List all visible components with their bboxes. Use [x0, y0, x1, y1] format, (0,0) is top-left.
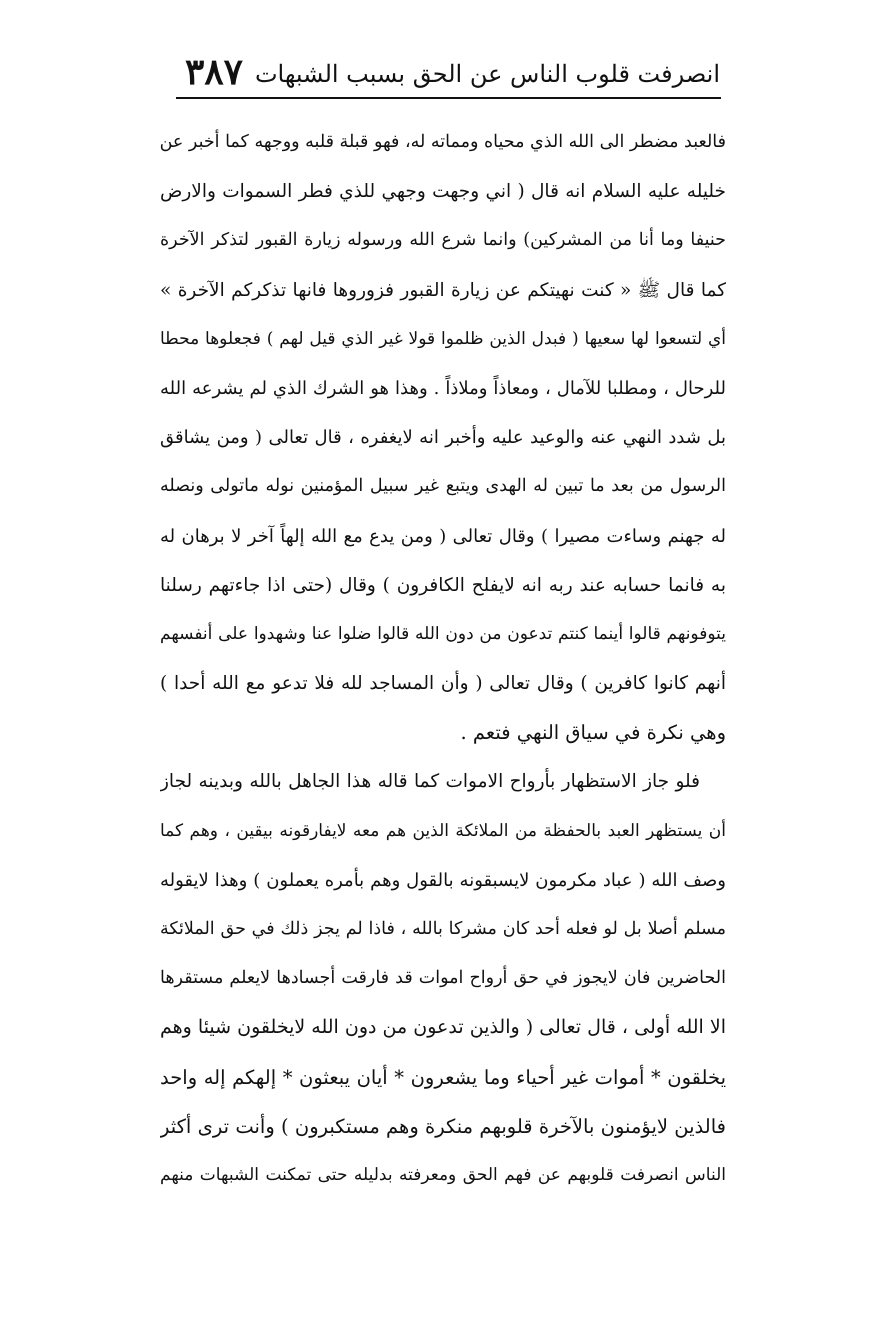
text-line: به فانما حسابه عند ربه انه لايفلح الكافرون ) وقال (حتى اذا جاءتهم رسلنا: [160, 574, 726, 596]
text-line: للرحال ، ومطلبا للآمال ، ومعاذاً وملاذاً . وهذا هو الشرك الذي لم يشرعه الله: [160, 377, 726, 399]
paragraph-end-line: وهي نكرة في سياق النهي فتعم .: [460, 721, 726, 745]
text-line: الحاضرين فان لايجوز في حق أرواح اموات قد فارقت أجسادها لايعلم مستقرها: [160, 968, 726, 989]
text-line: أن يستظهر العبد بالحفظة من الملائكة الذين هم معه لايفارقونه بيقين ، وهم كما: [160, 820, 726, 841]
text-line: له جهنم وساءت مصيرا ) وقال تعالى ( ومن يدع مع الله إلهاً آخر لا برهان له: [160, 525, 726, 547]
body-text: [160, 118, 726, 1200]
text-line: بل شدد النهي عنه والوعيد عليه وأخبر انه لايغفره ، قال تعالى ( ومن يشاقق: [160, 427, 726, 449]
text-line: خليله عليه السلام انه قال ( اني وجهت وجهي للذي فطر السموات والارض: [160, 181, 726, 203]
header-rule: [176, 97, 721, 99]
text-line: الا الله أولى ، قال تعالى ( والذين تدعون من دون الله لايخلقون شيئا وهم: [160, 1016, 726, 1039]
text-line: الرسول من بعد ما تبين له الهدى ويتبع غير سبيل المؤمنين نوله ماتولى ونصله: [160, 476, 726, 497]
text-line: كما قال ﷺ « كنت نهيتكم عن زيارة القبور فزوروها فانها تذكركم الآخرة »: [160, 279, 726, 301]
text-line: يتوفونهم قالوا أينما كنتم تدعون من دون الله قالوا ضلوا عنا وشهدوا على أنفسهم: [160, 623, 726, 644]
page-number: ٣٨٧: [185, 51, 244, 93]
text-line: أي لتسعوا لها سعيها ( فبدل الذين ظلموا قولا غير الذي قيل لهم ) فجعلوها محطا: [160, 328, 726, 349]
text-line: مسلم أصلا بل لو فعله أحد كان مشركا بالله ، فاذا لم يجز ذلك في حق الملائكة: [160, 919, 726, 939]
text-line: يخلقون * أموات غير أحياء وما يشعرون * أيان يبعثون * إلهكم إله واحد: [160, 1065, 726, 1089]
running-header: [175, 46, 720, 94]
text-line: حنيفا وما أنا من المشركين) وانما شرع الله ورسوله زيارة القبور لتذكر الآخرة: [160, 230, 726, 251]
text-line: فالعبد مضطر الى الله الذي محياه ومماته له، فهو قبلة قلبه ووجهه كما أخبر عن: [160, 132, 726, 152]
paragraph-start-line: فلو جاز الاستظهار بأرواح الاموات كما قاله هذا الجاهل بالله وبدينه لجاز: [160, 771, 700, 793]
text-line: وصف الله ( عباد مكرمون لايسبقونه بالقول وهم بأمره يعملون ) وهذا لايقوله: [160, 869, 726, 891]
text-line: أنهم كانوا كافرين ) وقال تعالى ( وأن المساجد لله فلا تدعو مع الله أحدا ): [160, 673, 726, 695]
text-line: الناس انصرفت قلوبهم عن فهم الحق ومعرفته بدليله حتى تمكنت الشبهات منهم: [160, 1164, 726, 1185]
running-title: انصرفت قلوب الناس عن الحق بسبب الشبهات: [254, 60, 720, 88]
text-line: فالذين لايؤمنون بالآخرة قلوبهم منكرة وهم مستكبرون ) وأنت ترى أكثر: [160, 1114, 726, 1138]
